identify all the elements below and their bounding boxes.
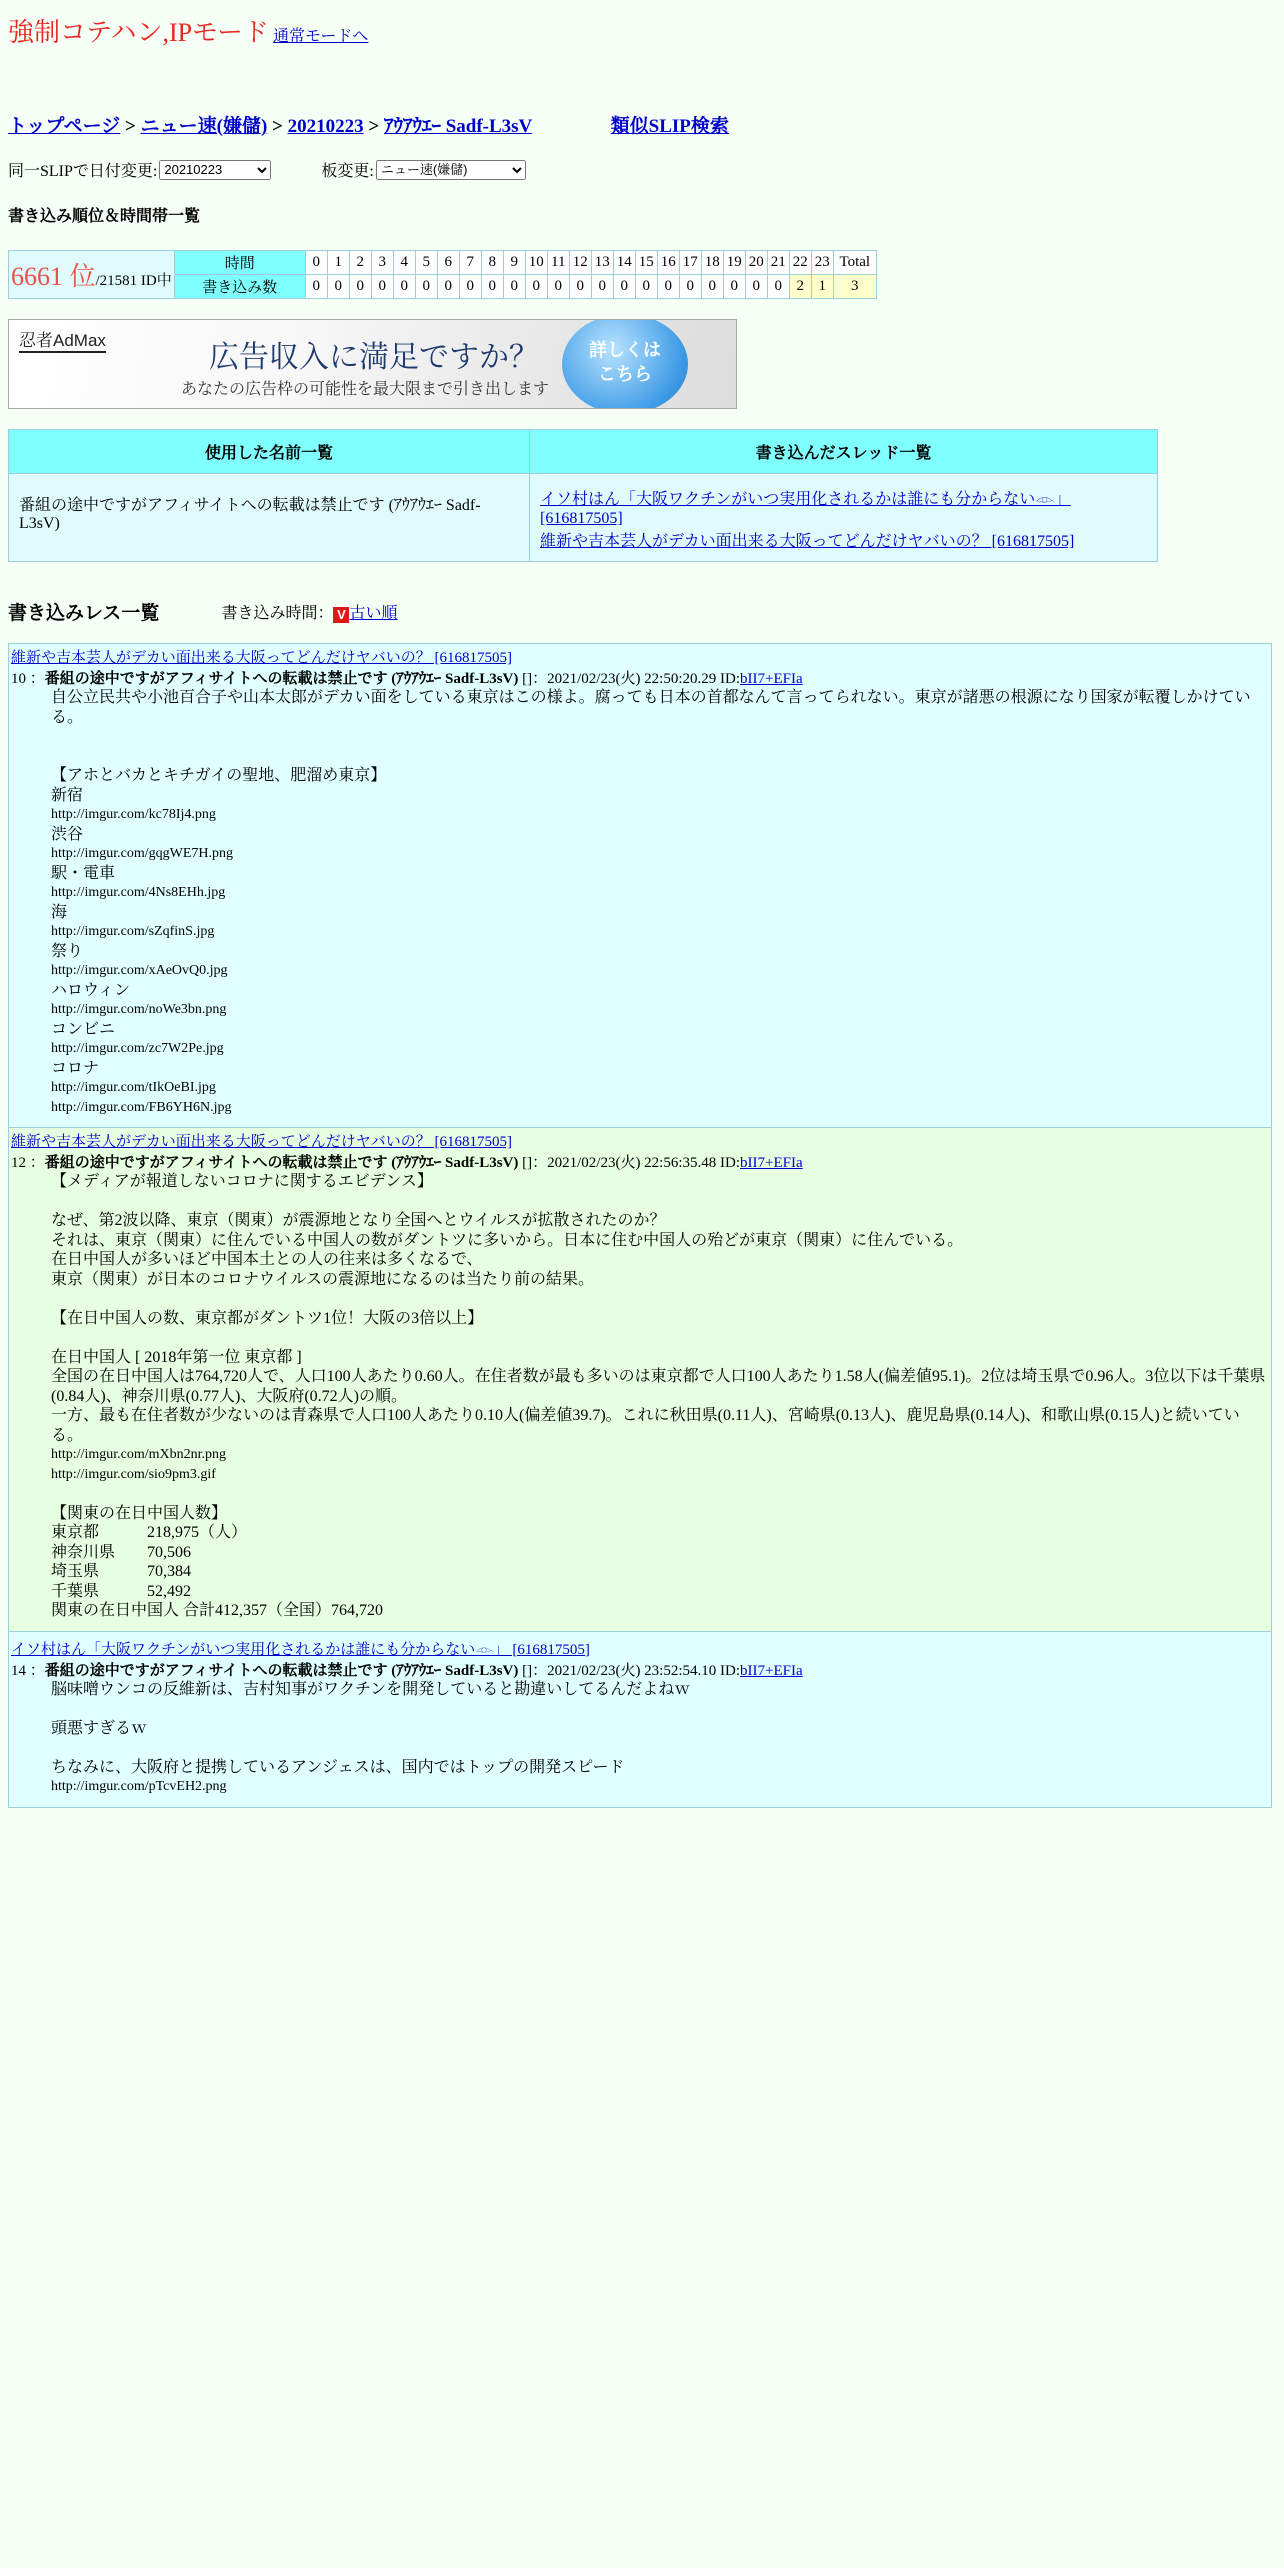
similar-slip-search-link[interactable]: 類似SLIP検索 bbox=[610, 116, 729, 137]
count-cell: 0 bbox=[679, 275, 701, 299]
post-line: なぜ、第2波以降、東京（関東）が震源地となり全国へとウイルスが拡散されたのか？ bbox=[51, 1212, 666, 1229]
hour-cell: 10 bbox=[525, 251, 547, 275]
post-id-link[interactable]: bII7+EFIa bbox=[740, 1155, 803, 1171]
thread-link[interactable]: イソ村はん「大阪ワクチンがいつ実用化されるかは誰にも分からない𓁹」 [616817505] bbox=[540, 491, 1071, 527]
post-line: ちなみに、大阪府と提携しているアンジェスは、国内ではトップの開発スピード bbox=[51, 1758, 625, 1776]
post-line: 在日中国人 [ 2018年第一位 東京都 ] bbox=[51, 1348, 302, 1366]
breadcrumb-separator: > bbox=[125, 116, 136, 137]
post-image-url: http://imgur.com/pTcvEH2.png bbox=[51, 1779, 227, 1794]
breadcrumb-slip-link[interactable]: ｱｳｱｳｴｰ Sadf-L3sV bbox=[383, 116, 532, 137]
post-date: 2021/02/23(火) 22:50:20.29 ID: bbox=[547, 671, 741, 687]
post-id-link[interactable]: bII7+EFIa bbox=[740, 1662, 803, 1679]
post-line: 祭り bbox=[51, 942, 84, 960]
rank-section-title: 書き込み順位＆時間帯一覧 bbox=[8, 208, 201, 225]
post-line bbox=[51, 1484, 1269, 1504]
post-line: 神奈川県 70,506 bbox=[51, 1543, 192, 1561]
post-line bbox=[51, 1328, 1269, 1348]
post-line: 自公立民共や小池百合子や山本太郎がデカい面をしている東京はこの様よ。腐っても日本の首都なんて言ってられない。東京が諸悪の根源になり国家が転覆しかけている。 bbox=[51, 689, 1251, 726]
sort-oldest-link[interactable]: 古い順 bbox=[349, 605, 398, 622]
post-body bbox=[51, 1680, 1269, 1797]
threads-cell bbox=[530, 474, 1158, 562]
post-author: 番組の途中ですがアフィサイトへの転載は禁止です (ｱｳｱｳｴｰ Sadf-L3sV) bbox=[44, 671, 519, 687]
breadcrumb-separator: > bbox=[368, 116, 380, 137]
post-id-link[interactable]: bII7+EFIa bbox=[740, 671, 803, 687]
hour-cell: 15 bbox=[635, 251, 657, 275]
post-line bbox=[51, 727, 1269, 747]
post-line: 全国の在日中国人は764,720人で、人口100人あたり0.60人。在住者数が最も多いのは東京都で人口100人あたり1.58人(偏差値95.1)。2位は埼玉県で0.96人。3位以下は千葉県(0.84人)、神奈川県(0.77人)、大阪府(0.72人)の順。 bbox=[51, 1368, 1266, 1405]
post-image-url: http://imgur.com/mXbn2nr.png bbox=[51, 1447, 226, 1462]
breadcrumb bbox=[8, 111, 1276, 138]
ad-brand-logo: 忍者AdMax bbox=[19, 326, 106, 353]
post-line: 千葉県 52,492 bbox=[51, 1582, 192, 1600]
post-thread-link[interactable]: 維新や吉本芸人がデカい面出来る大阪ってどんだけヤバいの？ [616817505] bbox=[11, 1134, 512, 1150]
post-body bbox=[51, 1172, 1269, 1621]
post bbox=[8, 1128, 1272, 1632]
post-line: 一方、最も在住者数が少ないのは青森県で人口100人あたり0.10人(偏差値39.7)。これに秋田県(0.11人)、宮崎県(0.13人)、鹿児島県(0.14人)、和歌山県(0.15人)と続いている。 bbox=[51, 1407, 1240, 1444]
post bbox=[8, 1632, 1272, 1808]
post-author: 番組の途中ですがアフィサイトへの転載は禁止です (ｱｳｱｳｴｰ Sadf-L3sV) bbox=[44, 1662, 519, 1679]
count-total: 3 bbox=[833, 275, 876, 299]
hour-cell: 4 bbox=[393, 251, 415, 275]
mode-title: 強制コテハン,IPモード bbox=[8, 18, 270, 47]
post-number: 12 ： bbox=[11, 1155, 45, 1171]
post-line: 【在日中国人の数、東京都がダントツ1位！大阪の3倍以上】 bbox=[51, 1309, 484, 1327]
post-image-url: http://imgur.com/xAeOvQ0.jpg bbox=[51, 963, 228, 978]
post-image-url: http://imgur.com/zc7W2Pe.jpg bbox=[51, 1041, 224, 1056]
count-cell: 0 bbox=[547, 275, 569, 299]
count-cell: 0 bbox=[635, 275, 657, 299]
used-name: 番組の途中ですがアフィサイトへの転載は禁止です (ｱｳｱｳｴｰ Sadf-L3sV) bbox=[9, 474, 530, 562]
post bbox=[8, 643, 1272, 1128]
post-line: 【メディアが報道しないコロナに関するエビデンス】 bbox=[51, 1173, 433, 1190]
threads-column-header: 書き込んだスレッド一覧 bbox=[530, 430, 1158, 474]
sort-order-icon: V bbox=[333, 607, 349, 623]
post-image-url: http://imgur.com/gqgWE7H.png bbox=[51, 846, 233, 861]
post-mail: []： bbox=[518, 1155, 548, 1171]
hour-cell: 16 bbox=[657, 251, 679, 275]
post-image-url: http://imgur.com/kc78Ij4.png bbox=[51, 807, 216, 822]
post-line: それは、東京（関東）に住んでいる中国人の数がダントツに多いから。日本に住む中国人の殆どが東京（関東）に住んでいる。 bbox=[51, 1231, 964, 1249]
count-cell: 0 bbox=[503, 275, 525, 299]
post-image-url: http://imgur.com/4Ns8EHh.jpg bbox=[51, 885, 226, 900]
count-cell: 0 bbox=[437, 275, 459, 299]
hour-cell: 21 bbox=[767, 251, 789, 275]
post-thread-link[interactable]: イソ村はん「大阪ワクチンがいつ実用化されるかは誰にも分からない𓁹」 [616817505] bbox=[11, 1641, 590, 1658]
post-line: 関東の在日中国人 合計412,357（全国）764,720 bbox=[51, 1602, 384, 1619]
count-cell: 0 bbox=[481, 275, 503, 299]
sort-control bbox=[221, 600, 397, 623]
post-line bbox=[51, 1192, 1269, 1212]
count-cell: 0 bbox=[459, 275, 481, 299]
post-line: コロナ bbox=[51, 1059, 100, 1077]
post-date: 2021/02/23(火) 22:56:35.48 ID: bbox=[547, 1155, 741, 1171]
count-cell: 0 bbox=[305, 275, 327, 299]
rank-total: /21581 ID中 bbox=[95, 273, 172, 289]
count-cell: 0 bbox=[393, 275, 415, 299]
count-cell: 0 bbox=[657, 275, 679, 299]
post-line: 脳味噌ウンコの反維新は、吉村知事がワクチンを開発していると勘違いしてるんだよねｗ bbox=[51, 1680, 691, 1698]
post-line: 在日中国人が多いほど中国本土との人の往来は多くなるで、 bbox=[51, 1251, 483, 1268]
breadcrumb-separator: > bbox=[272, 116, 283, 137]
breadcrumb-date-link[interactable]: 20210223 bbox=[287, 116, 364, 137]
breadcrumb-board-link[interactable]: ニュー速(嫌儲) bbox=[140, 116, 268, 137]
post-date: 2021/02/23(火) 23:52:54.10 ID: bbox=[547, 1662, 741, 1679]
rank-cell bbox=[9, 251, 175, 299]
hour-cell: 14 bbox=[613, 251, 635, 275]
normal-mode-link[interactable]: 通常モードへ bbox=[273, 28, 369, 45]
hour-cell: 18 bbox=[701, 251, 723, 275]
count-cell: 0 bbox=[745, 275, 767, 299]
controls bbox=[8, 158, 1276, 181]
count-cell: 2 bbox=[789, 275, 811, 299]
post-meta bbox=[11, 667, 1269, 688]
post-meta bbox=[11, 1151, 1269, 1172]
post-line: 駅・電車 bbox=[51, 864, 116, 882]
post-line: 【アホとバカとキチガイの聖地、肥溜め東京】 bbox=[51, 767, 387, 784]
post-line bbox=[51, 747, 1269, 767]
count-cell: 0 bbox=[767, 275, 789, 299]
count-cell: 0 bbox=[569, 275, 591, 299]
hour-cell: 0 bbox=[305, 251, 327, 275]
count-cell: 1 bbox=[811, 275, 833, 299]
rank-table bbox=[8, 250, 877, 299]
post-image-url: http://imgur.com/FB6YH6N.jpg bbox=[51, 1099, 232, 1115]
hour-cell: 3 bbox=[371, 251, 393, 275]
hour-cell: 5 bbox=[415, 251, 437, 275]
count-cell: 0 bbox=[327, 275, 349, 299]
post-line: 海 bbox=[51, 903, 68, 921]
hour-cell: 1 bbox=[327, 251, 349, 275]
date-select[interactable] bbox=[159, 160, 271, 180]
post-thread-link[interactable]: 維新や吉本芸人がデカい面出来る大阪ってどんだけヤバいの？ [616817505] bbox=[11, 650, 512, 666]
names-column-header: 使用した名前一覧 bbox=[9, 430, 530, 474]
post-line: 埼玉県 70,384 bbox=[51, 1563, 192, 1580]
post-line: コンビニ bbox=[51, 1020, 116, 1038]
post-image-url: http://imgur.com/sZqfinS.jpg bbox=[51, 924, 215, 939]
sort-time-label: 書き込み時間： bbox=[221, 605, 334, 622]
hour-total-header: Total bbox=[833, 251, 876, 275]
rank-number: 6661 位 bbox=[11, 262, 96, 291]
post-number: 14 ： bbox=[11, 1662, 45, 1679]
hour-cell: 9 bbox=[503, 251, 525, 275]
hour-cell: 13 bbox=[591, 251, 613, 275]
post-line: ハロウィン bbox=[51, 981, 131, 999]
post-line bbox=[51, 1699, 1269, 1719]
date-change-label: 同一SLIPで日付変更: bbox=[8, 163, 158, 180]
posts-header bbox=[8, 598, 1276, 625]
post-line bbox=[51, 1289, 1269, 1309]
post-meta bbox=[11, 1659, 1269, 1680]
hour-cell: 7 bbox=[459, 251, 481, 275]
post-image-url: http://imgur.com/tIkOeBI.jpg bbox=[51, 1080, 216, 1095]
count-cell: 0 bbox=[723, 275, 745, 299]
post-image-url: http://imgur.com/sio9pm3.gif bbox=[51, 1466, 216, 1482]
hour-cell: 23 bbox=[811, 251, 833, 275]
hour-cell: 2 bbox=[349, 251, 371, 275]
post-number: 10 ： bbox=[11, 671, 45, 687]
post-body bbox=[51, 688, 1269, 1117]
post-line: 渋谷 bbox=[51, 825, 84, 843]
hour-cell: 8 bbox=[481, 251, 503, 275]
board-change-label: 板変更: bbox=[321, 163, 374, 180]
count-cell: 0 bbox=[349, 275, 371, 299]
post-line: 東京（関東）が日本のコロナウイルスの震源地になるのは当たり前の結果。 bbox=[51, 1270, 595, 1288]
count-cell: 0 bbox=[371, 275, 393, 299]
breadcrumb-top-link[interactable]: トップページ bbox=[8, 116, 121, 137]
post-line: 【関東の在日中国人数】 bbox=[51, 1504, 228, 1522]
count-cell: 0 bbox=[701, 275, 723, 299]
post-line: 東京都 218,975（人） bbox=[51, 1524, 248, 1541]
post-mail: []： bbox=[518, 1662, 548, 1679]
board-select[interactable] bbox=[376, 160, 526, 180]
post-line bbox=[51, 1738, 1269, 1758]
ad-banner[interactable] bbox=[8, 319, 737, 409]
hour-cell: 19 bbox=[723, 251, 745, 275]
time-label: 時間 bbox=[174, 251, 305, 275]
count-cell: 0 bbox=[613, 275, 635, 299]
hour-cell: 11 bbox=[547, 251, 569, 275]
ad-details-button[interactable]: 詳しくは こちら bbox=[562, 319, 688, 409]
hour-cell: 12 bbox=[569, 251, 591, 275]
count-cell: 0 bbox=[415, 275, 437, 299]
ad-headline: 広告収入に満足ですか？ bbox=[209, 341, 539, 374]
ad-subtext: あなたの広告枠の可能性を最大限まで引き出します bbox=[181, 381, 550, 398]
mode-line bbox=[8, 12, 1276, 49]
post-image-url: http://imgur.com/noWe3bn.png bbox=[51, 1002, 227, 1017]
hour-cell: 20 bbox=[745, 251, 767, 275]
post-author: 番組の途中ですがアフィサイトへの転載は禁止です (ｱｳｱｳｴｰ Sadf-L3sV) bbox=[44, 1155, 519, 1171]
posts-title: 書き込みレス一覧 bbox=[8, 603, 160, 624]
hour-cell: 6 bbox=[437, 251, 459, 275]
post-mail: []： bbox=[518, 671, 548, 687]
hour-cell: 17 bbox=[679, 251, 701, 275]
count-label: 書き込み数 bbox=[174, 275, 305, 299]
post-line: 新宿 bbox=[51, 786, 84, 804]
hour-cell: 22 bbox=[789, 251, 811, 275]
count-cell: 0 bbox=[591, 275, 613, 299]
thread-link[interactable]: 維新や吉本芸人がデカい面出来る大阪ってどんだけヤバいの？ [616817505] bbox=[540, 533, 1075, 550]
names-threads-table bbox=[8, 429, 1158, 562]
count-cell: 0 bbox=[525, 275, 547, 299]
post-line: 頭悪すぎるｗ bbox=[51, 1719, 148, 1737]
